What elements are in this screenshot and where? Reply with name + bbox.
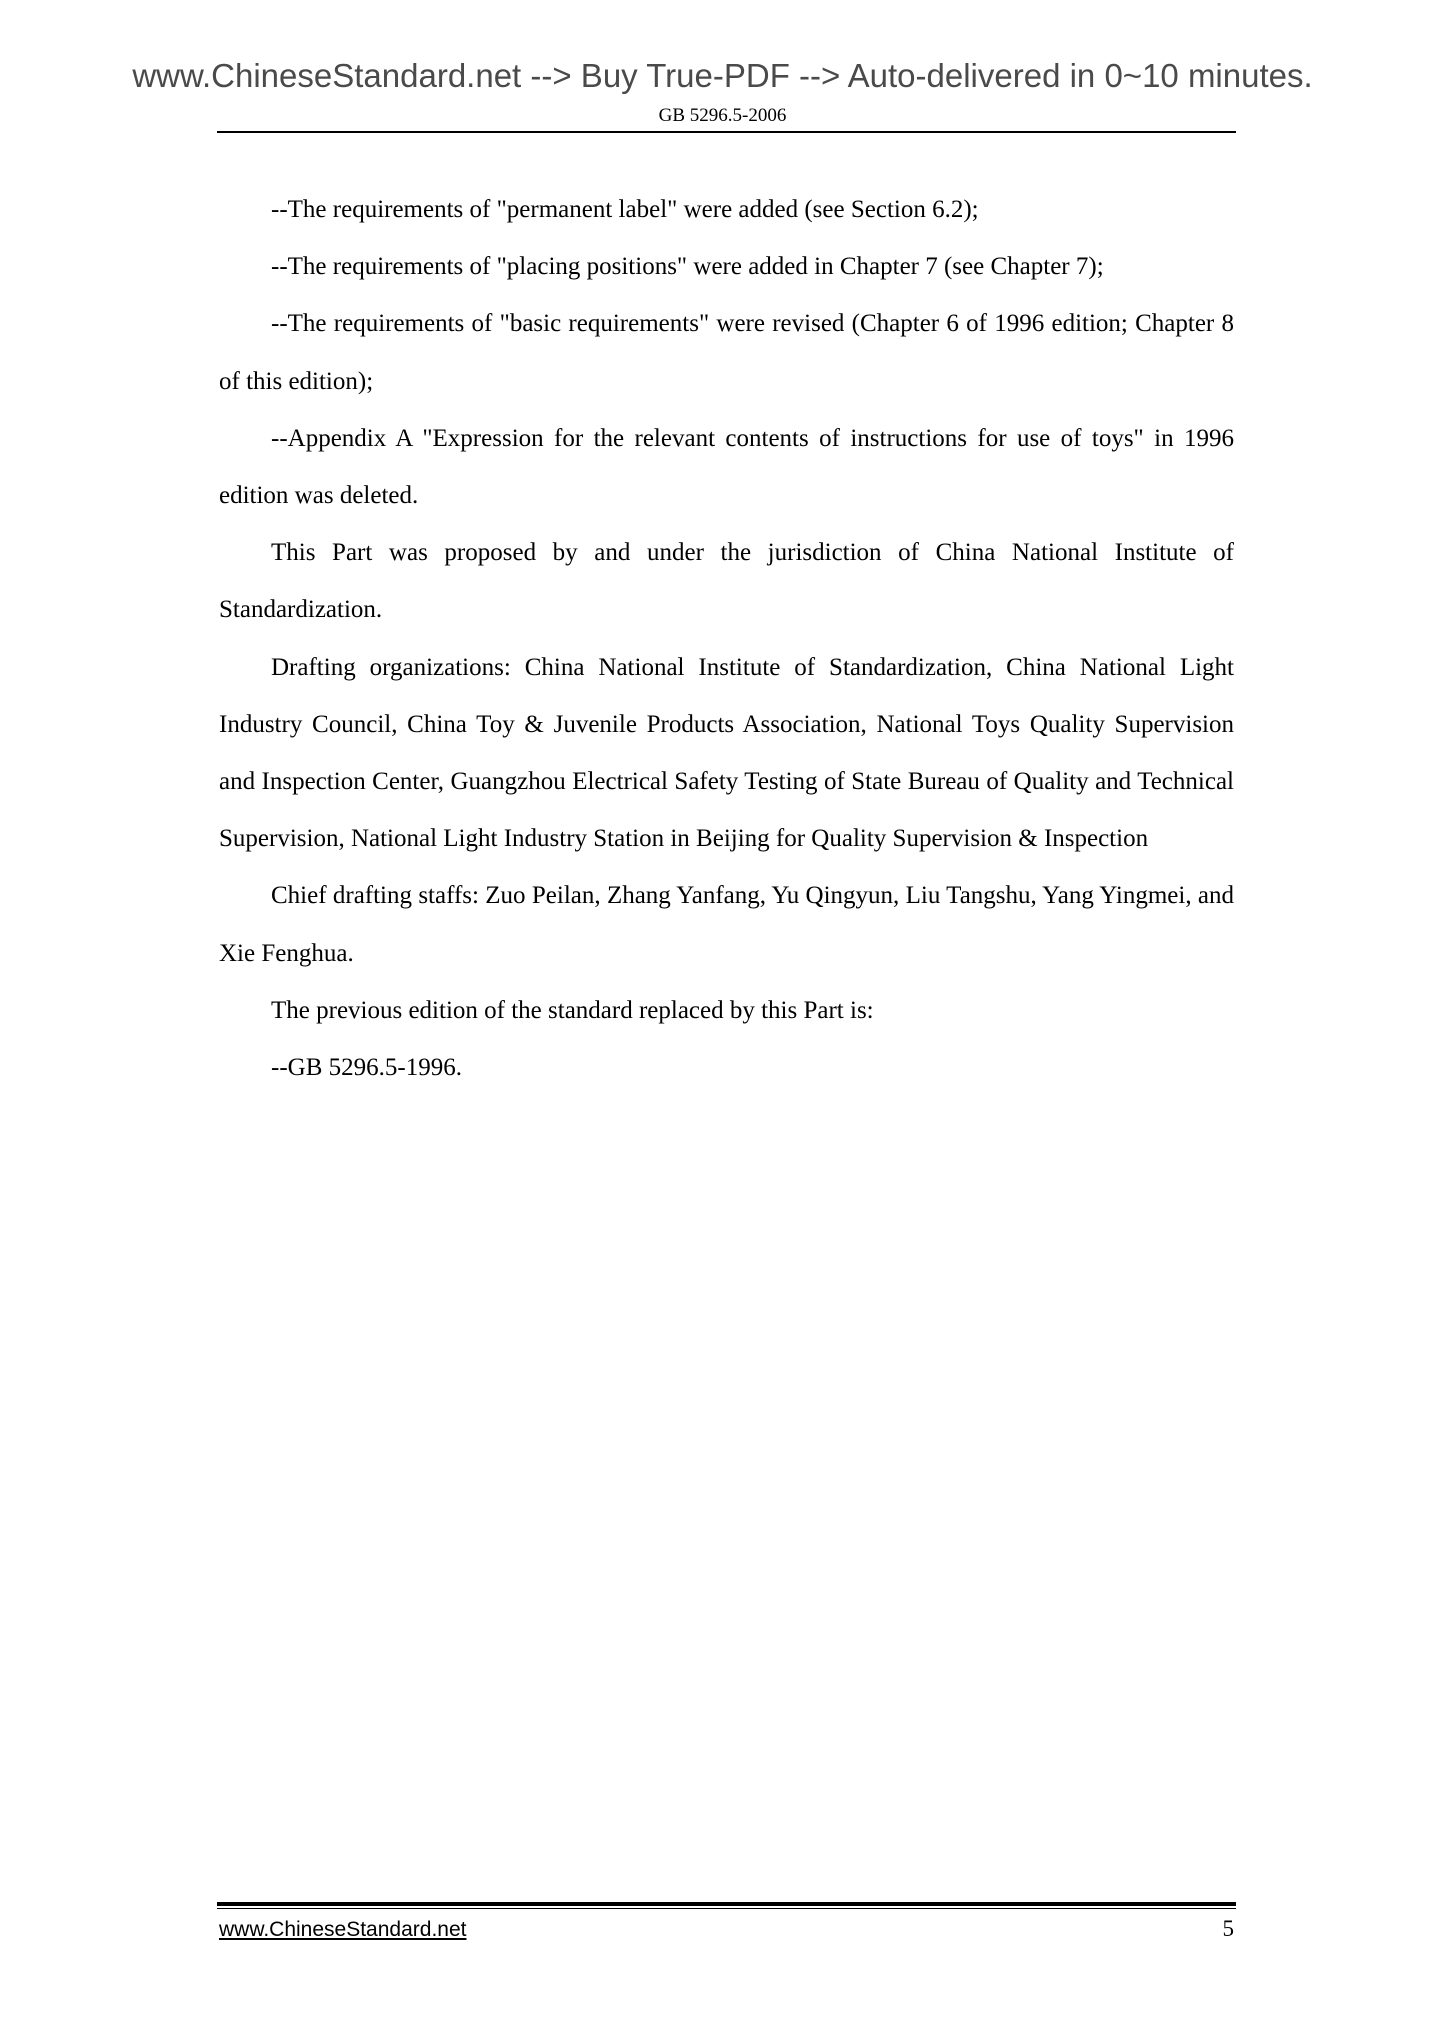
header-divider — [217, 131, 1236, 133]
paragraph-proposed-by: This Part was proposed by and under the jurisdiction of China National Institute of Standardization. — [219, 539, 1234, 624]
footer-site-link[interactable]: www.ChineseStandard.net — [219, 1918, 467, 1941]
paragraph-placing-positions: --The requirements of "placing positions" were added in Chapter 7 (see Chapter 7); — [271, 253, 1104, 281]
paragraph-permanent-label: --The requirements of "permanent label" were added (see Section 6.2); — [271, 196, 979, 223]
paragraph-drafting-organizations: Drafting organizations: China National Institute of Standardization, China National Light Industry Council, China Toy & Juvenile Products Association, National Toys Quality Supervision and Inspection Center, Guangzhou Electrical Safety Testing of State Bureau of Quality and Technical Supervision, National Light Industry Station in Beijing for Quality Supervision & Inspection — [219, 653, 1234, 853]
paragraph-chief-drafting-staffs: Chief drafting staffs: Zuo Peilan, Zhang Yanfang, Yu Qingyun, Liu Tangshu, Yang Yingmei, and Xie Fenghua. — [219, 882, 1234, 967]
page-number: 5 — [1222, 1916, 1234, 1941]
document-body — [219, 181, 1234, 1096]
paragraph-previous-edition-code: --GB 5296.5-1996. — [271, 1054, 462, 1082]
site-banner: www.ChineseStandard.net --> Buy True-PDF --> Auto-delivered in 0~10 minutes. — [132, 57, 1313, 94]
footer-divider — [217, 1902, 1236, 1909]
paragraph-basic-requirements: --The requirements of "basic requirements" were revised (Chapter 6 of 1996 edition; Chapter 8 of this edition); — [219, 310, 1234, 395]
paragraph-appendix-deleted: --Appendix A "Expression for the relevant contents of instructions for use of toys" in 1996 edition was deleted. — [219, 424, 1234, 510]
paragraph-previous-edition: The previous edition of the standard replaced by this Part is: — [271, 996, 874, 1024]
standard-code: GB 5296.5-2006 — [658, 105, 787, 126]
